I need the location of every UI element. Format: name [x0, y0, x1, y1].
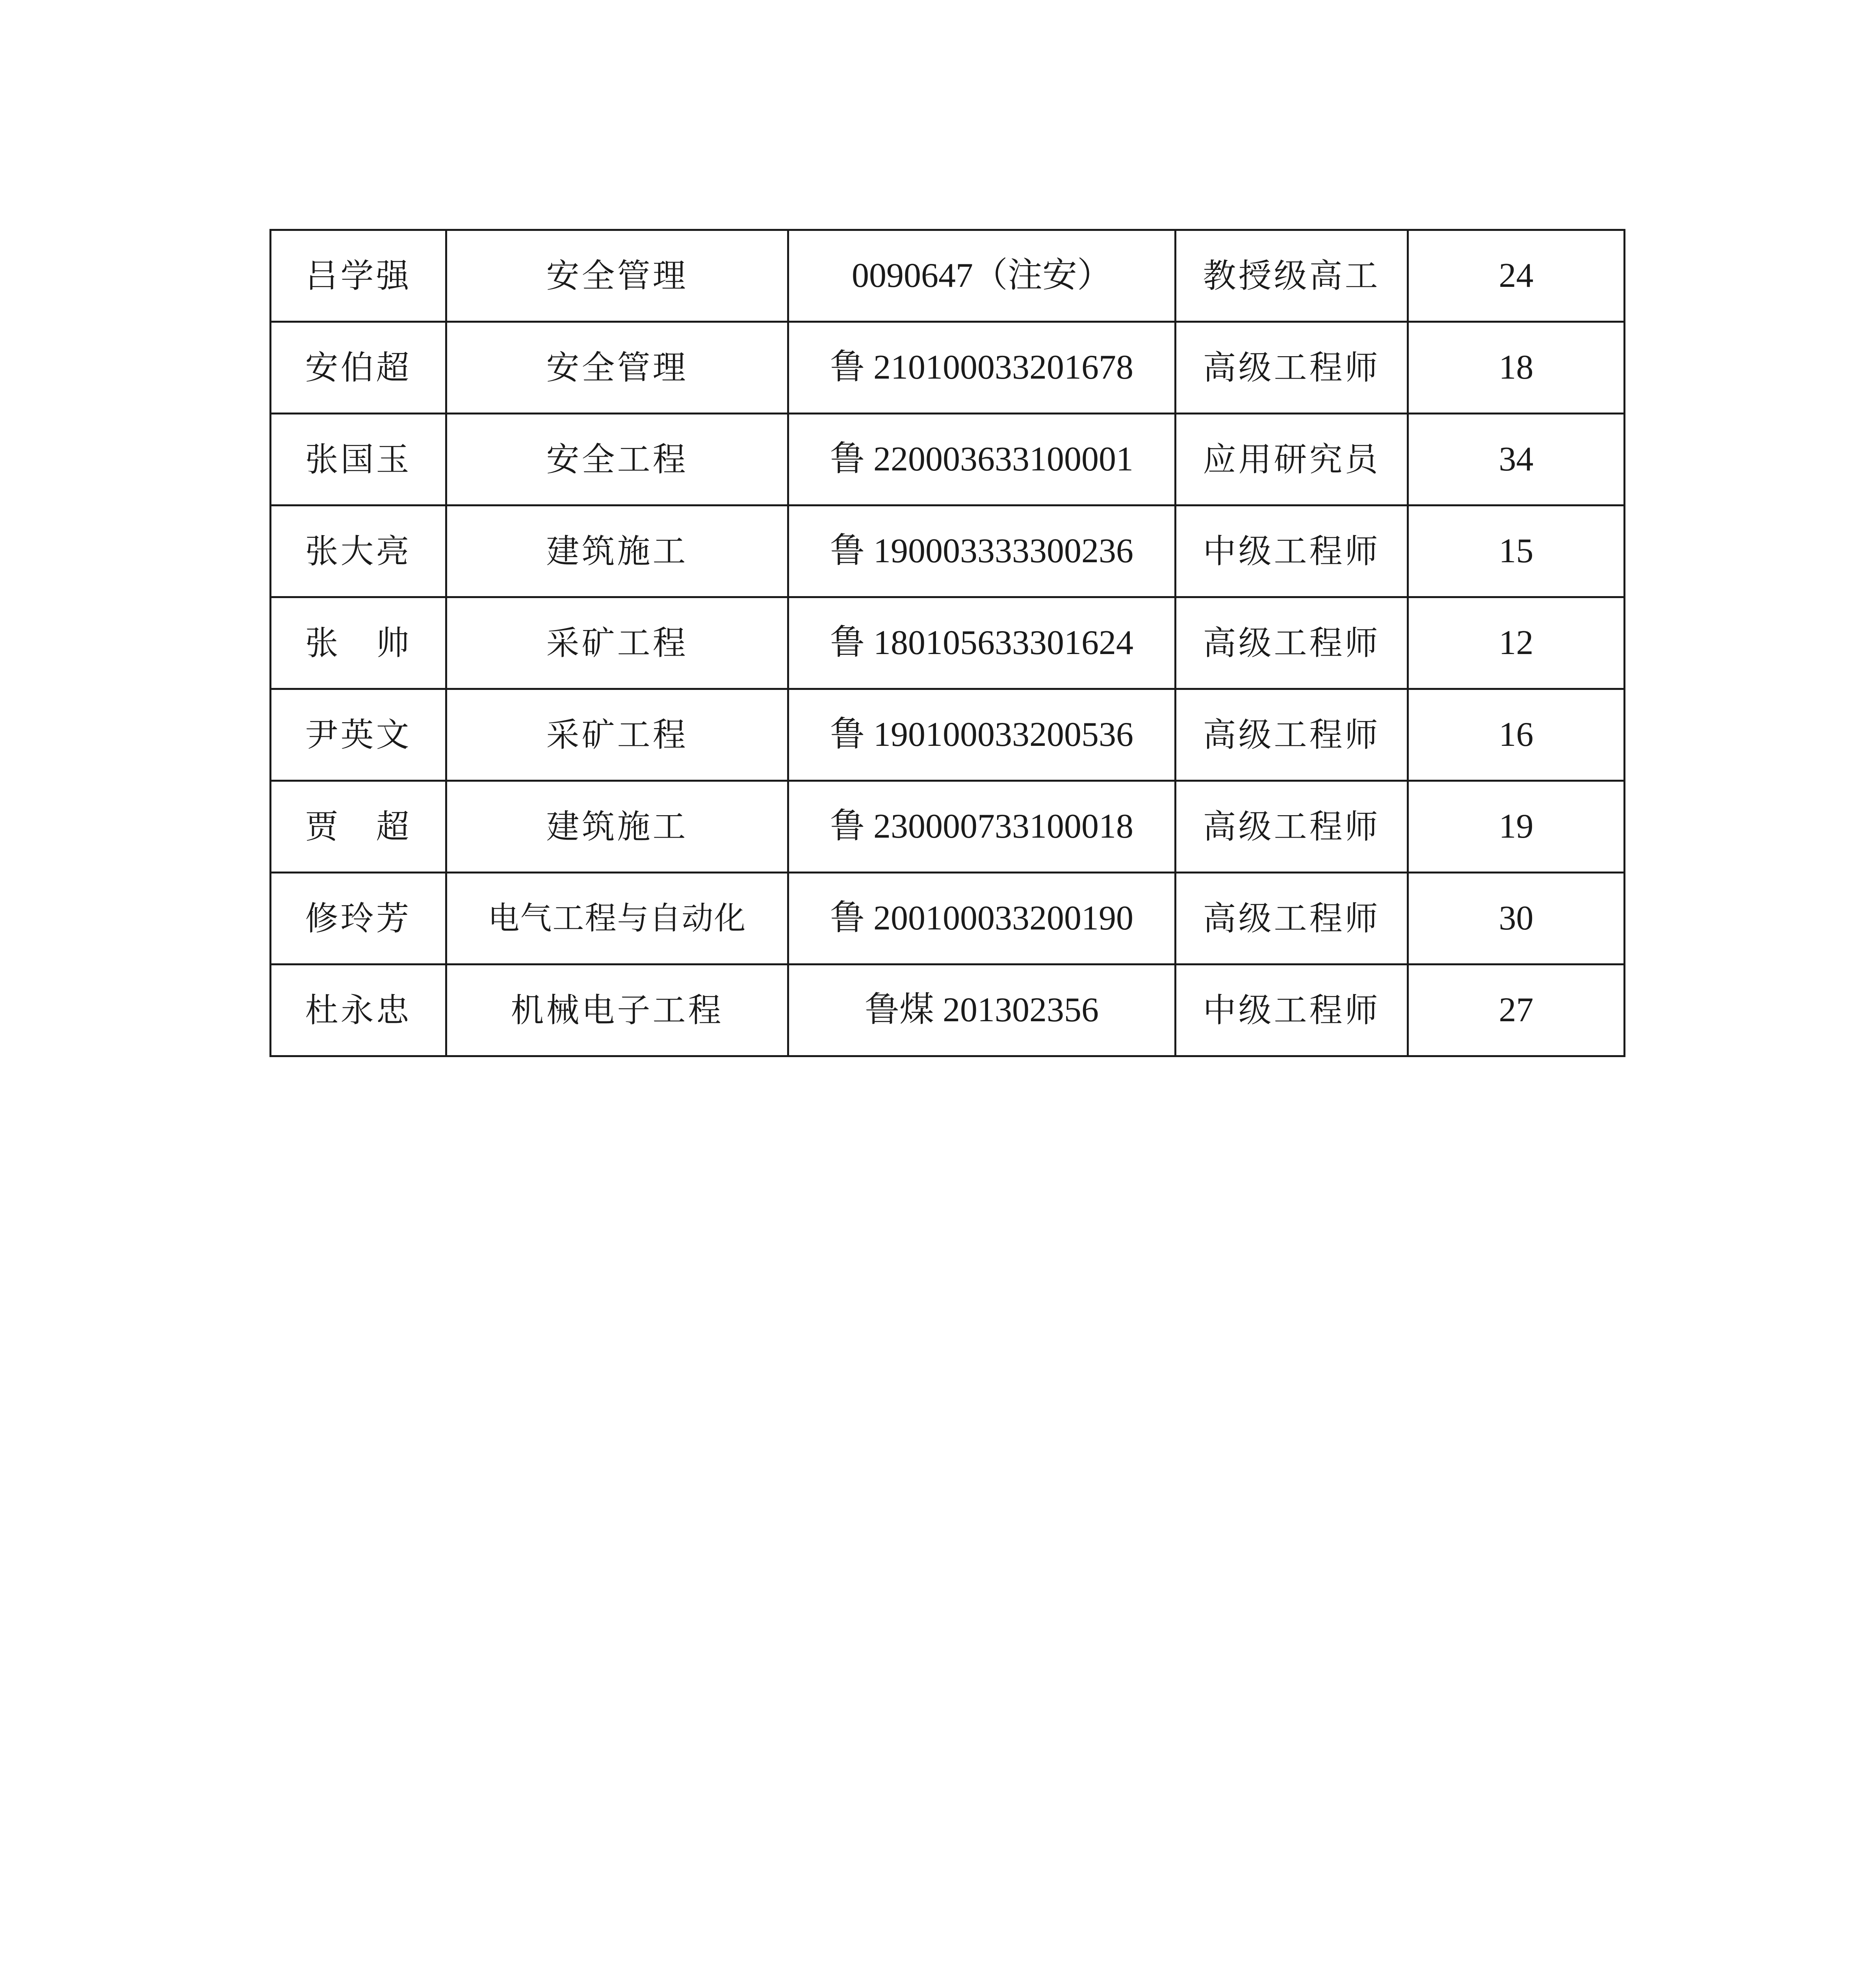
certificate-number: 鲁煤 201302356: [788, 965, 1176, 1056]
certificate-number: 0090647（注安）: [788, 230, 1176, 322]
professional-title: 中级工程师: [1176, 965, 1408, 1056]
professional-title: 教授级高工: [1176, 230, 1408, 322]
person-name: 杜永忠: [271, 965, 446, 1056]
specialty: 电气工程与自动化: [446, 873, 788, 965]
table-row: [271, 689, 1625, 781]
certificate-number: 鲁 190003333300236: [788, 506, 1176, 597]
professional-title: 高级工程师: [1176, 597, 1408, 689]
certificate-number: 鲁 190100033200536: [788, 689, 1176, 781]
table-row: [271, 506, 1625, 597]
specialty: 采矿工程: [446, 597, 788, 689]
person-name: 安伯超: [271, 322, 446, 414]
specialty: 安全工程: [446, 414, 788, 506]
table-row: [271, 230, 1625, 322]
specialty: 机械电子工程: [446, 965, 788, 1056]
years-value: 24: [1408, 230, 1625, 322]
professional-title: 高级工程师: [1176, 689, 1408, 781]
years-value: 15: [1408, 506, 1625, 597]
table-row: [271, 597, 1625, 689]
certificate-number: 鲁 200100033200190: [788, 873, 1176, 965]
certificate-number: 鲁 220003633100001: [788, 414, 1176, 506]
personnel-table: [269, 229, 1625, 1057]
years-value: 30: [1408, 873, 1625, 965]
specialty: 安全管理: [446, 322, 788, 414]
person-name: 张 帅: [271, 597, 446, 689]
professional-title: 高级工程师: [1176, 781, 1408, 873]
certificate-number: 鲁 180105633301624: [788, 597, 1176, 689]
specialty: 采矿工程: [446, 689, 788, 781]
specialty: 建筑施工: [446, 781, 788, 873]
professional-title: 应用研究员: [1176, 414, 1408, 506]
person-name: 张国玉: [271, 414, 446, 506]
person-name: 吕学强: [271, 230, 446, 322]
table-row: [271, 873, 1625, 965]
person-name: 修玲芳: [271, 873, 446, 965]
certificate-number: 鲁 230000733100018: [788, 781, 1176, 873]
years-value: 12: [1408, 597, 1625, 689]
table-row: [271, 965, 1625, 1056]
person-name: 张大亮: [271, 506, 446, 597]
specialty: 建筑施工: [446, 506, 788, 597]
professional-title: 高级工程师: [1176, 873, 1408, 965]
person-name: 贾 超: [271, 781, 446, 873]
table-row: [271, 322, 1625, 414]
years-value: 19: [1408, 781, 1625, 873]
table-row: [271, 414, 1625, 506]
professional-title: 高级工程师: [1176, 322, 1408, 414]
years-value: 27: [1408, 965, 1625, 1056]
years-value: 34: [1408, 414, 1625, 506]
certificate-number: 鲁 210100033201678: [788, 322, 1176, 414]
years-value: 18: [1408, 322, 1625, 414]
years-value: 16: [1408, 689, 1625, 781]
specialty: 安全管理: [446, 230, 788, 322]
person-name: 尹英文: [271, 689, 446, 781]
table-row: [271, 781, 1625, 873]
professional-title: 中级工程师: [1176, 506, 1408, 597]
